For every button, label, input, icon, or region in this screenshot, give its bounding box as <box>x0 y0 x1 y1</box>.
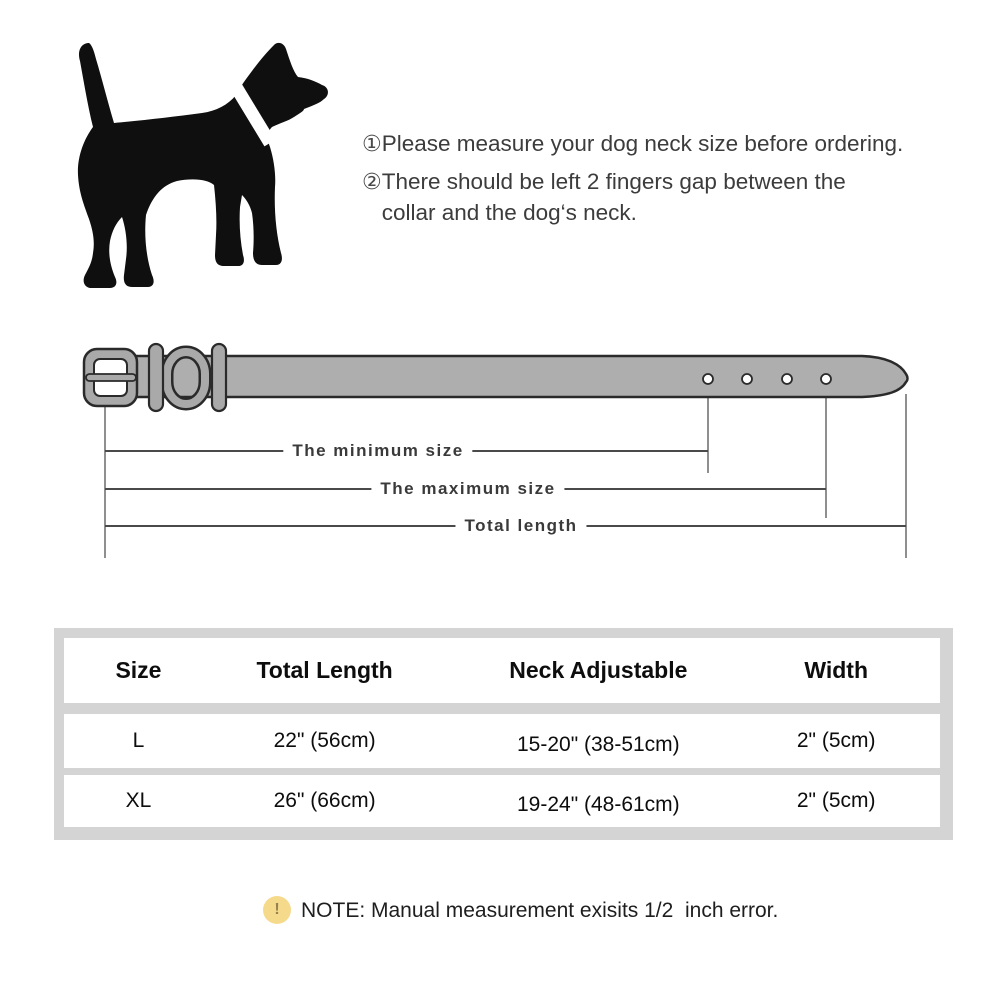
table-row <box>64 714 940 768</box>
size-table <box>54 628 953 840</box>
instruction-1-text: Please measure your dog neck size before ordering. <box>381 131 904 156</box>
header-neck-adjustable: Neck Adjustable <box>509 657 688 683</box>
collar-keeper-1 <box>149 344 163 411</box>
cell-size: XL <box>125 789 152 812</box>
collar-keeper-2 <box>212 344 226 411</box>
minimum-size-label: The minimum size <box>283 441 472 461</box>
exclamation-icon: ! <box>263 896 291 924</box>
collar-hole-4 <box>821 374 831 384</box>
header-width: Width <box>804 657 868 683</box>
cell-size: L <box>132 729 145 752</box>
instruction-2-line-1: There should be left 2 fingers gap between the <box>381 169 846 194</box>
buckle-prong <box>86 374 136 381</box>
instruction-2-line-2: collar and the dog‘s neck. <box>381 200 637 225</box>
table-header-row <box>64 638 940 703</box>
cell-neck-adjustable: 19-24" (48-61cm) <box>516 793 680 816</box>
circled-1-icon: ① <box>362 131 382 156</box>
cell-neck-adjustable: 15-20" (38-51cm) <box>516 733 680 756</box>
circled-2-icon: ② <box>362 169 382 194</box>
cell-total-length: 26" (66cm) <box>273 789 376 812</box>
cell-width: 2" (5cm) <box>796 789 876 812</box>
header-size: Size <box>115 657 162 683</box>
collar-hole-1 <box>703 374 713 384</box>
cell-width: 2" (5cm) <box>796 729 876 752</box>
collar-hole-2 <box>742 374 752 384</box>
total-length-label: Total length <box>455 516 586 536</box>
header-total-length: Total Length <box>256 657 393 683</box>
cell-total-length: 22" (56cm) <box>273 729 376 752</box>
maximum-size-label: The maximum size <box>371 479 564 499</box>
note-text: NOTE: Manual measurement exisits 1/2 inch error. <box>301 899 779 922</box>
collar-hole-3 <box>782 374 792 384</box>
table-row <box>64 775 940 827</box>
